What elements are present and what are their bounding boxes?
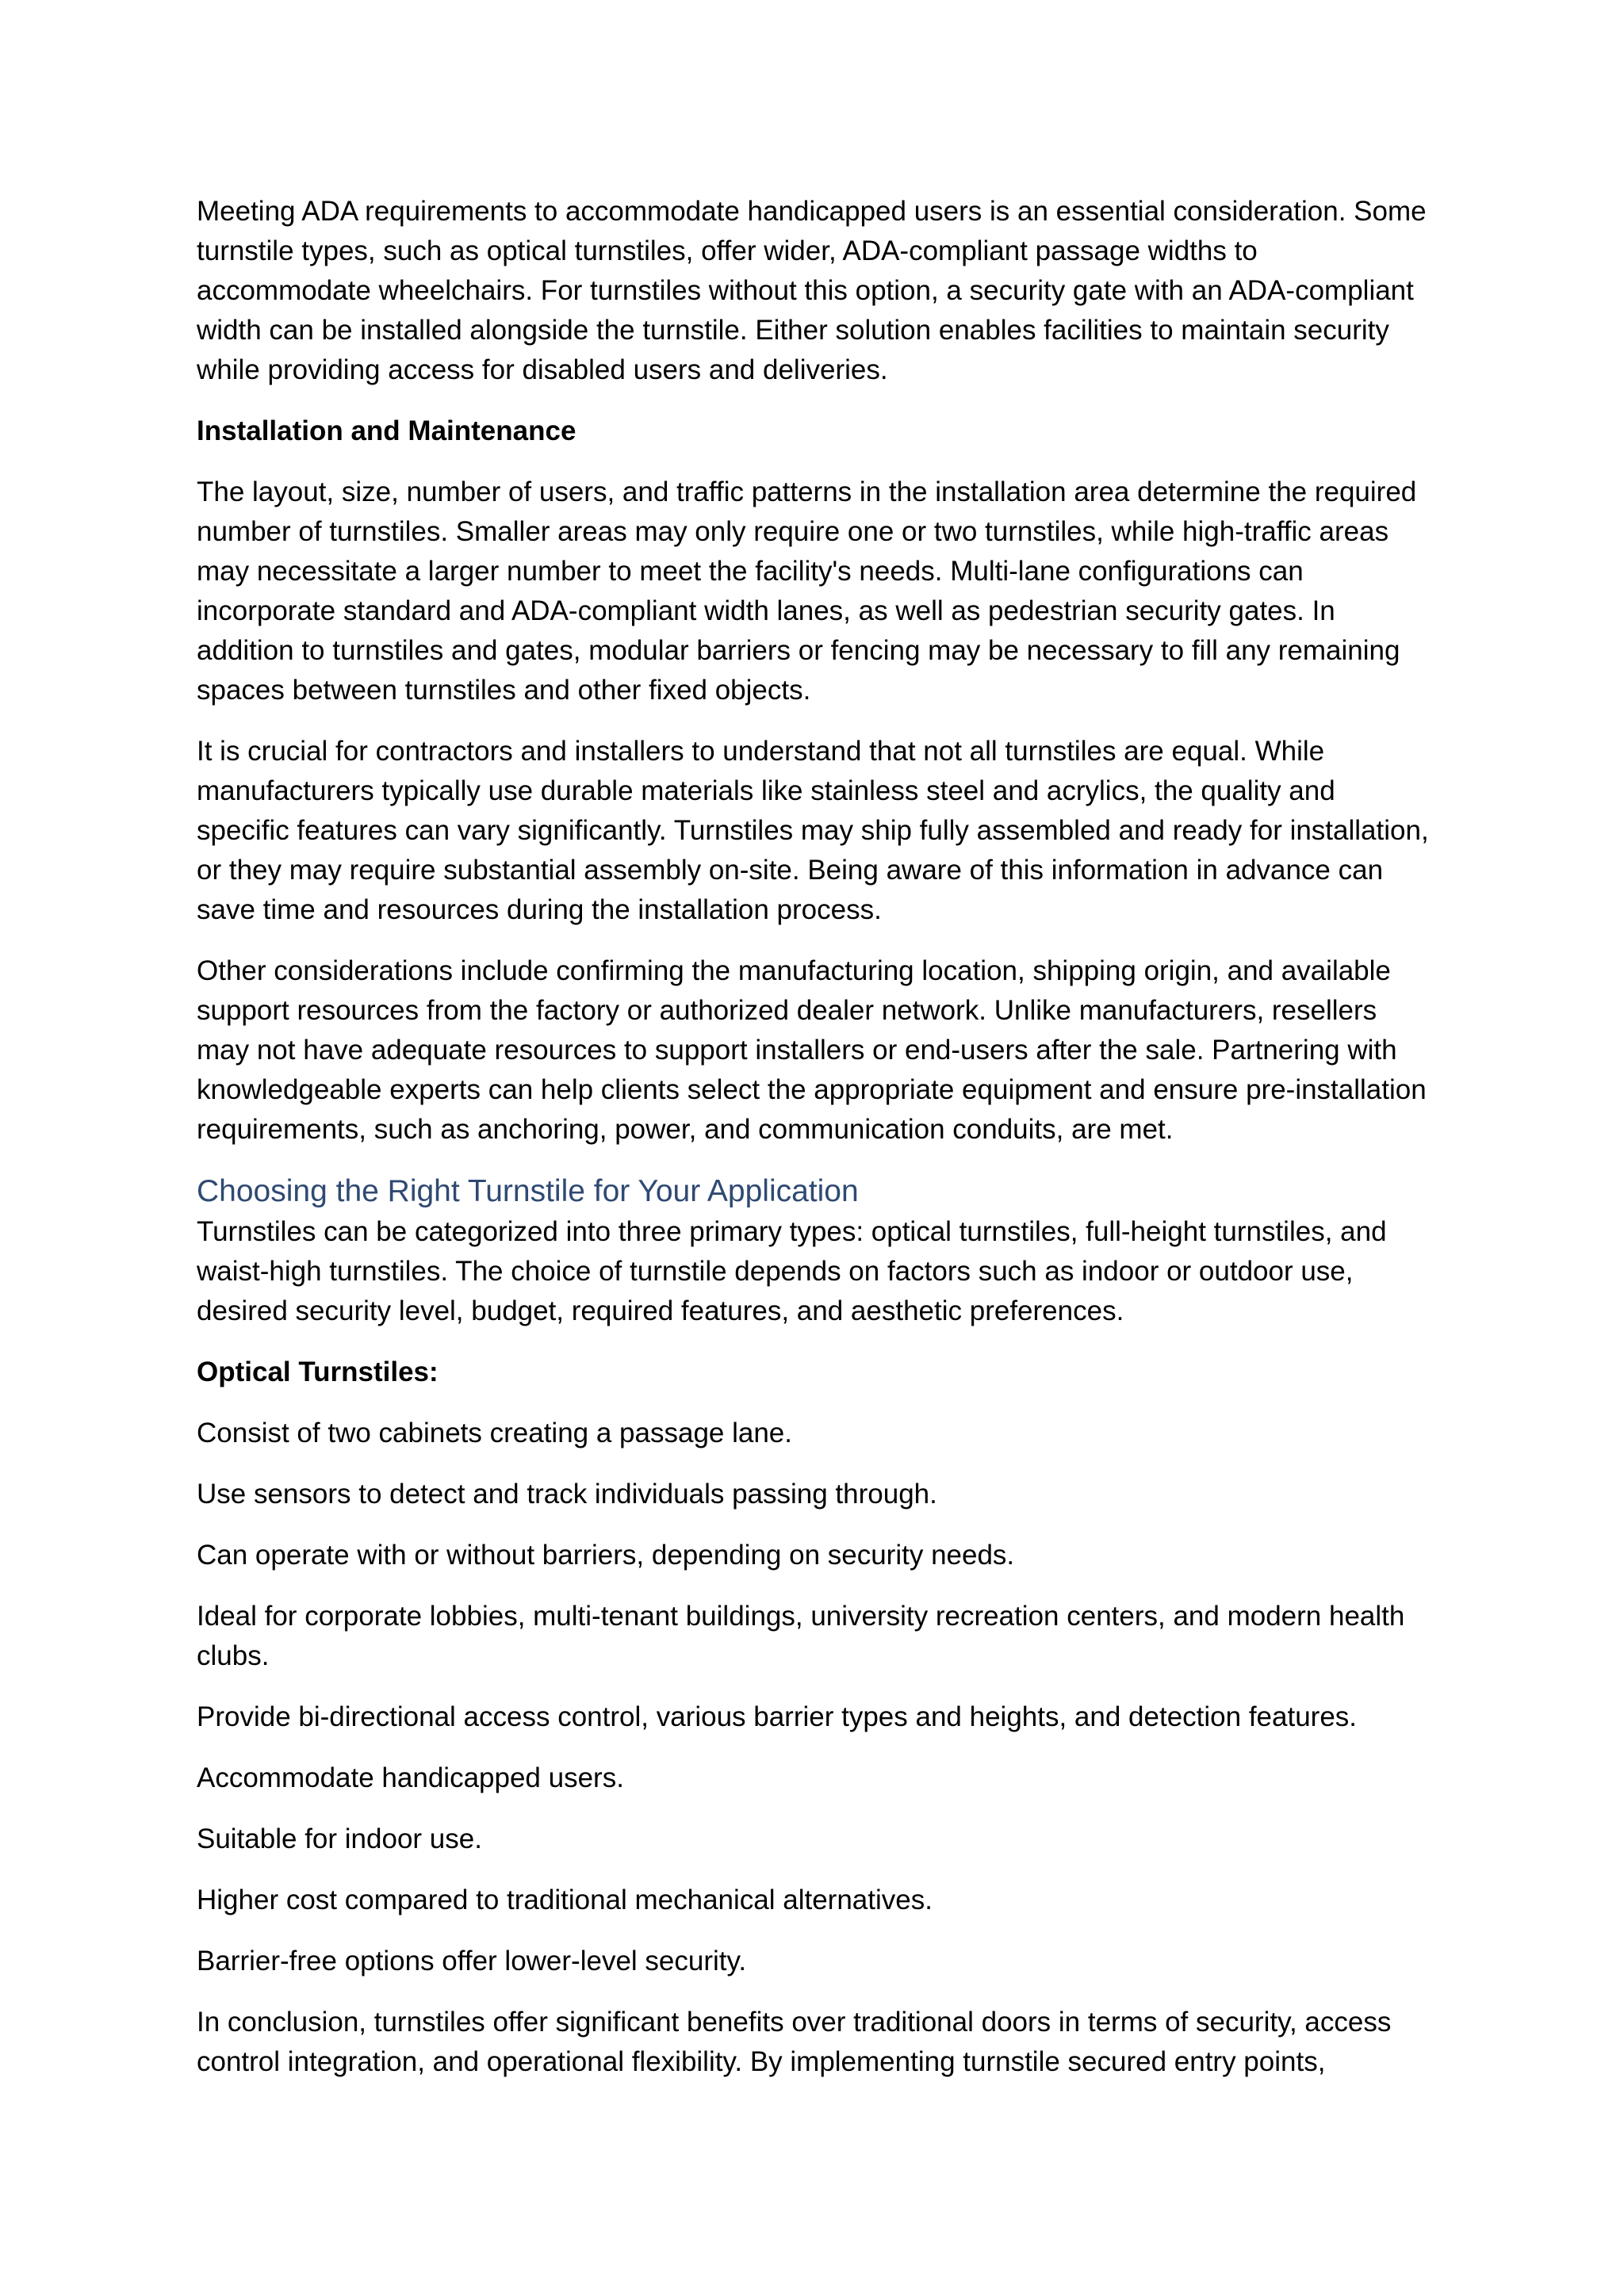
- paragraph-crucial: It is crucial for contractors and installers to understand that not all turnstiles are equal. While manufacturers typically use durable materials like stainless steel and acrylics, the quality and specific features can vary significantly. Turnstiles may ship fully assembled and ready for installation, or they may require substantial assembly on-site. Being aware of this information in advance can save time and resources during the installation process.: [197, 736, 1429, 925]
- paragraph-layout: The layout, size, number of users, and traffic patterns in the installation area determine the required number of turnstiles. Smaller areas may only require one or two turnstiles, while high-traffic areas may necessitate a larger number to meet the facility's needs. Multi-lane configurations can incorporate standard and ADA-compliant width lanes, as well as pedestrian security gates. In addition to turnstiles and gates, modular barriers or fencing may be necessary to fill any remaining spaces between turnstiles and other fixed objects.: [197, 476, 1417, 706]
- optical-item: Provide bi-directional access control, various barrier types and heights, and detection features.: [197, 1701, 1358, 1732]
- optical-item: Barrier-free options offer lower-level security.: [197, 1946, 747, 1976]
- optical-item: Use sensors to detect and track individuals passing through.: [197, 1479, 937, 1510]
- document-body: [197, 192, 1434, 2103]
- subheading-optical: Optical Turnstiles:: [197, 1357, 439, 1387]
- optical-item: Ideal for corporate lobbies, multi-tenant buildings, university recreation centers, and modern health clubs.: [197, 1601, 1405, 1671]
- paragraph-conclusion: In conclusion, turnstiles offer significant benefits over traditional doors in terms of security, access control integration, and operational flexibility. By implementing turnstile secured entry points,: [197, 2007, 1392, 2077]
- paragraph-other: Other considerations include confirming the manufacturing location, shipping origin, and available support resources from the factory or authorized dealer network. Unlike manufacturers, resellers may not have adequate resources to support installers or end-users after the sale. Partnering with knowledgeable experts can help clients select the appropriate equipment and ensure pre-installation requirements, such as anchoring, power, and communication conduits, are met.: [197, 955, 1427, 1145]
- subheading-installation: Installation and Maintenance: [197, 415, 576, 446]
- heading-choosing: Choosing the Right Turnstile for Your Application: [197, 1174, 859, 1208]
- paragraph-categories: Turnstiles can be categorized into three primary types: optical turnstiles, full-height turnstiles, and waist-high turnstiles. The choice of turnstile depends on factors such as indoor or outdoor use, desired security level, budget, required features, and aesthetic preferences.: [197, 1216, 1387, 1326]
- optical-item: Higher cost compared to traditional mechanical alternatives.: [197, 1885, 933, 1915]
- optical-item: Can operate with or without barriers, depending on security needs.: [197, 1540, 1015, 1571]
- optical-item: Suitable for indoor use.: [197, 1823, 482, 1854]
- paragraph-ada: Meeting ADA requirements to accommodate handicapped users is an essential consideration. Some turnstile types, such as optical turnstiles, offer wider, ADA-compliant passage widths to accommodate wheelchairs. For turnstiles without this option, a security gate with an ADA-compliant width can be installed alongside the turnstile. Either solution enables facilities to maintain security while providing access for disabled users and deliveries.: [197, 196, 1427, 385]
- optical-item: Consist of two cabinets creating a passage lane.: [197, 1418, 792, 1448]
- optical-item: Accommodate handicapped users.: [197, 1762, 624, 1793]
